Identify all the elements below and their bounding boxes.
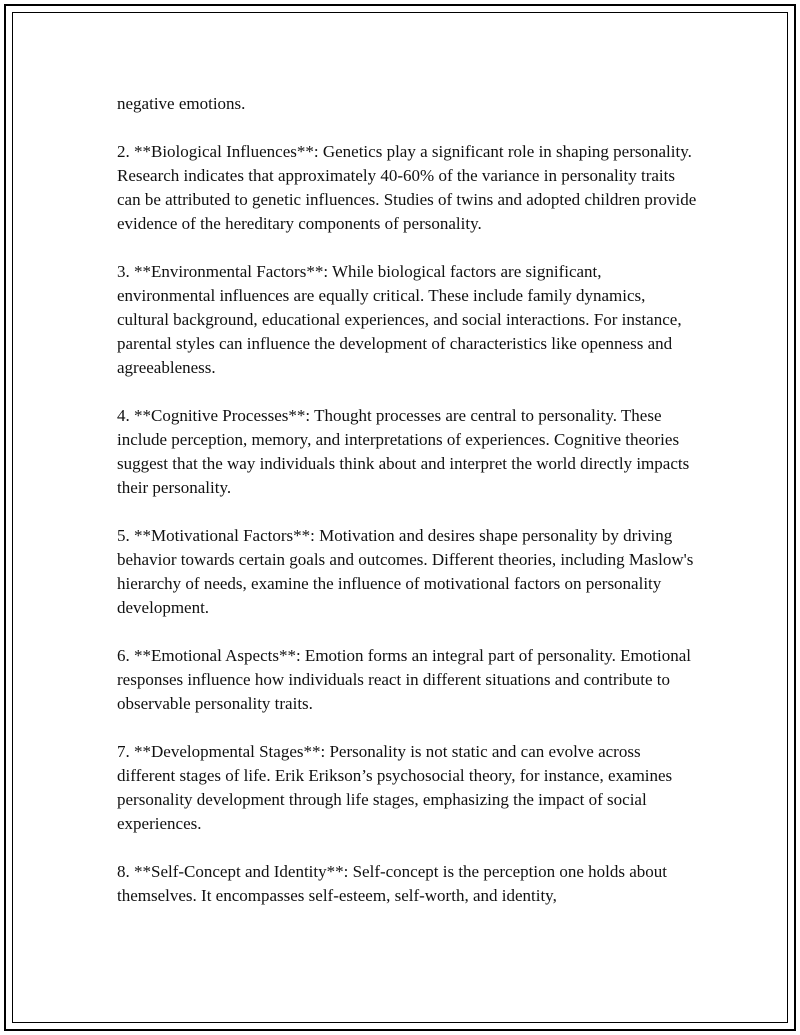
paragraph-continuation: negative emotions. — [117, 94, 246, 113]
document-body — [117, 92, 701, 908]
paragraph-self-concept-identity: 8. **Self-Concept and Identity**: Self-concept is the perception one holds about themselves. It encompasses self-esteem, self-worth, and identity, — [117, 862, 672, 905]
paragraph-environmental-factors: 3. **Environmental Factors**: While biological factors are significant, environmental influences are equally critical. These include family dynamics, cultural background, educational experiences, and social interactions. For instance, parental styles can influence the development of characteristics like openness and agreeableness. — [117, 262, 686, 377]
paragraph-cognitive-processes: 4. **Cognitive Processes**: Thought processes are central to personality. These include perception, memory, and interpretations of experiences. Cognitive theories suggest that the way individuals think about and interpret the world directly impacts their personality. — [117, 406, 694, 497]
paragraph-biological-influences: 2. **Biological Influences**: Genetics play a significant role in shaping personality. Research indicates that approximately 40-60% of the variance in personality traits can be attributed to genetic influences. Studies of twins and adopted children provide evidence of the hereditary components of personality. — [117, 142, 701, 233]
paragraph-emotional-aspects: 6. **Emotional Aspects**: Emotion forms an integral part of personality. Emotional responses influence how individuals react in different situations and contribute to observable personality traits. — [117, 646, 696, 713]
paragraph-developmental-stages: 7. **Developmental Stages**: Personality is not static and can evolve across different stages of life. Erik Erikson’s psychosocial theory, for instance, examines personality development through life stages, emphasizing the impact of social experiences. — [117, 742, 677, 833]
paragraph-motivational-factors: 5. **Motivational Factors**: Motivation and desires shape personality by driving behavior towards certain goals and outcomes. Different theories, including Maslow's hierarchy of needs, examine the influence of motivational factors on personality development. — [117, 526, 698, 617]
